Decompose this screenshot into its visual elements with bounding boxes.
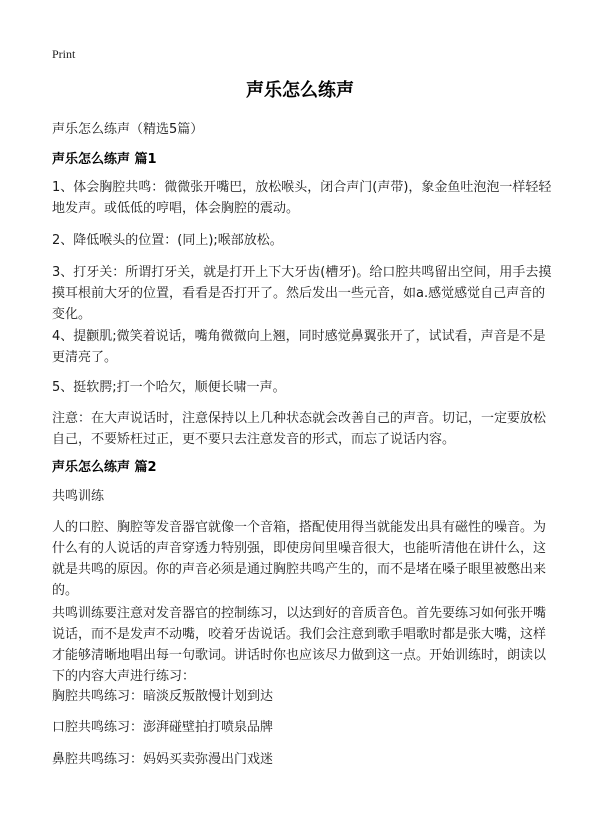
section1-heading: 声乐怎么练声 篇1 [52,152,157,167]
section1-paragraph-1: 1、体会胸腔共鸣：微微张开嘴巴，放松喉头，闭合声门(声带)，象金鱼吐泡泡一样轻轻地发声。或低低的哼唱，体会胸腔的震动。 [52,180,552,216]
document-subtitle: 声乐怎么练声（精选5篇） [52,122,204,137]
section2-subheading: 共鸣训练 [52,489,105,504]
section2-paragraph-3: 胸腔共鸣练习：暗淡反叛散慢计划到达 [52,689,274,704]
section1-paragraph-4: 4、提颧肌;微笑着说话，嘴角微微向上翘，同时感觉鼻翼张开了，试试看，声音是不是更清亮了。 [52,329,546,365]
document-title: 声乐怎么练声 [246,80,354,101]
section1-paragraph-2: 2、降低喉头的位置：(同上);喉部放松。 [52,233,283,248]
section1-paragraph-5: 5、挺软腭;打一个哈欠，顺便长啸一声。 [52,380,286,395]
section2-paragraph-5: 鼻腔共鸣练习：妈妈买卖弥漫出门戏迷 [52,752,274,767]
section1-paragraph-3: 3、打牙关：所谓打牙关，就是打开上下大牙齿(槽牙)。给口腔共鸣留出空间，用手去摸摸耳根前大牙的位置，看看是否打开了。然后发出一些元音，如a.感觉感觉自己声音的变化。 [52,265,552,322]
section2-paragraph-1: 人的口腔、胸腔等发音器官就像一个音箱，搭配使用得当就能发出具有磁性的噪音。为什么有的人说话的声音穿透力特别强，即使房间里噪音很大，也能听清他在讲什么，这就是共鸣的原因。你的声音必须是通过胸腔共鸣产生的，而不是堵在嗓子眼里被憋出来的。 [52,520,547,598]
section1-paragraph-6: 注意：在大声说话时，注意保持以上几种状态就会改善自己的声音。切记，一定要放松自己，不要矫枉过正，更不要只去注意发音的形式，而忘了说话内容。 [52,411,547,447]
print-label: Print [52,47,76,61]
section2-paragraph-4: 口腔共鸣练习：澎湃碰壁拍打喷泉品牌 [52,720,274,735]
section2-heading: 声乐怎么练声 篇2 [52,460,157,475]
section2-paragraph-2: 共鸣训练要注意对发音器官的控制练习，以达到好的音质音色。首先要练习如何张开嘴说话，而不是发声不动嘴，咬着牙齿说话。我们会注意到歌手唱歌时都是张大嘴，这样才能够清晰地唱出每一句歌词。讲话时你也应该尽力做到这一点。开始训练时，朗读以下的内容大声进行练习： [52,606,547,684]
